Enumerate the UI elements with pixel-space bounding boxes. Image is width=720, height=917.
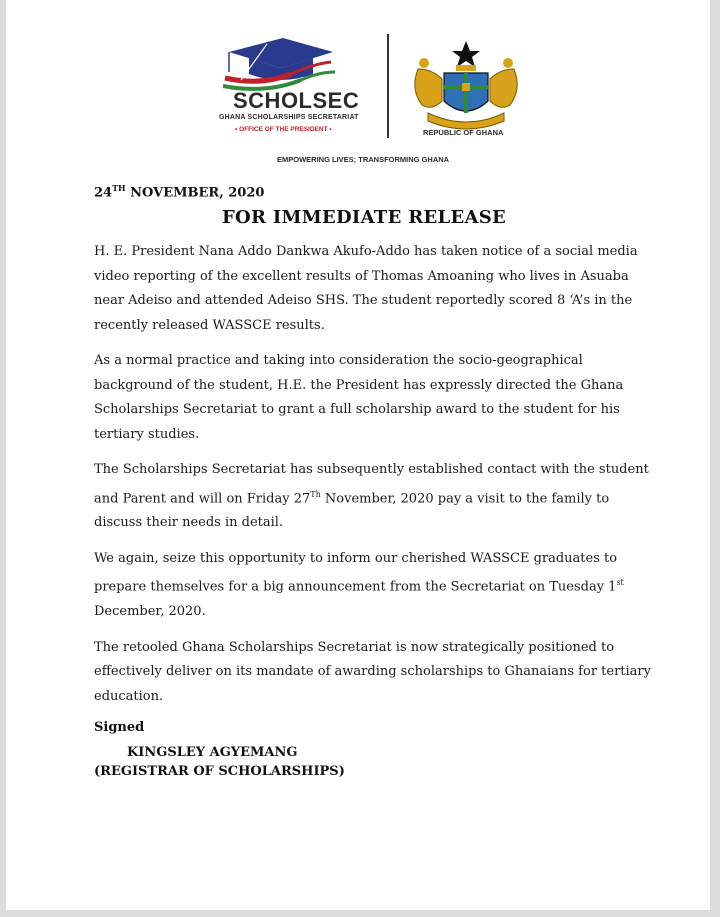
signed-label: Signed — [94, 720, 145, 735]
release-title: FOR IMMEDIATE RELEASE — [221, 207, 507, 228]
logo-office: • OFFICE OF THE PRESIDENT • — [235, 126, 332, 133]
logo-name: SCHOLSEC — [233, 88, 360, 113]
paragraph-2: As a normal practice and taking into consideration the socio-geographical background of the student, H.E. the President has expressly directed the Ghana Scholarships Secretariat to grant a full scholarship award to the student for his tertiary studies. — [94, 353, 624, 442]
coat-of-arms-label: REPUBLIC OF GHANA — [423, 128, 504, 137]
signer-role: (REGISTRAR OF SCHOLARSHIPS) — [94, 764, 345, 779]
paragraph-5: The retooled Ghana Scholarships Secretariat is now strategically positioned to effectively deliver on its mandate of awarding scholarships to Ghanaians for tertiary education. — [94, 639, 651, 704]
paragraph-1: H. E. President Nana Addo Dankwa Akufo-Addo has taken notice of a social media video reporting of the excellent results of Thomas Amoaning who lives in Asuaba near Adeiso and attended Adeiso SHS. The student reportedly scored 8 ‘A’s in the recently released WASSCE results. — [94, 244, 638, 333]
graduation-cap-icon — [221, 34, 336, 92]
header-divider — [387, 34, 389, 138]
release-date: 24TH NOVEMBER, 2020 — [94, 183, 265, 201]
paragraph-4: We again, seize this opportunity to inform our cherished WASSCE graduates to prepare themselves for a big announcement from the Secretariat on Tuesday 1st December, 2020. — [94, 550, 624, 620]
press-release-page — [6, 0, 710, 910]
release-body — [94, 240, 654, 720]
motto: EMPOWERING LIVES; TRANSFORMING GHANA — [277, 155, 450, 164]
scholsec-logo — [219, 34, 384, 134]
paragraph-3: The Scholarships Secretariat has subsequently established contact with the student and Parent and will on Friday 27Th November, 2020 pay a visit to the family to discuss their needs in detail. — [94, 462, 649, 531]
ghana-coat-of-arms-icon — [406, 34, 526, 139]
signer-name: KINGSLEY AGYEMANG — [127, 745, 298, 760]
logo-subtitle: GHANA SCHOLARSHIPS SECRETARIAT — [219, 114, 359, 121]
